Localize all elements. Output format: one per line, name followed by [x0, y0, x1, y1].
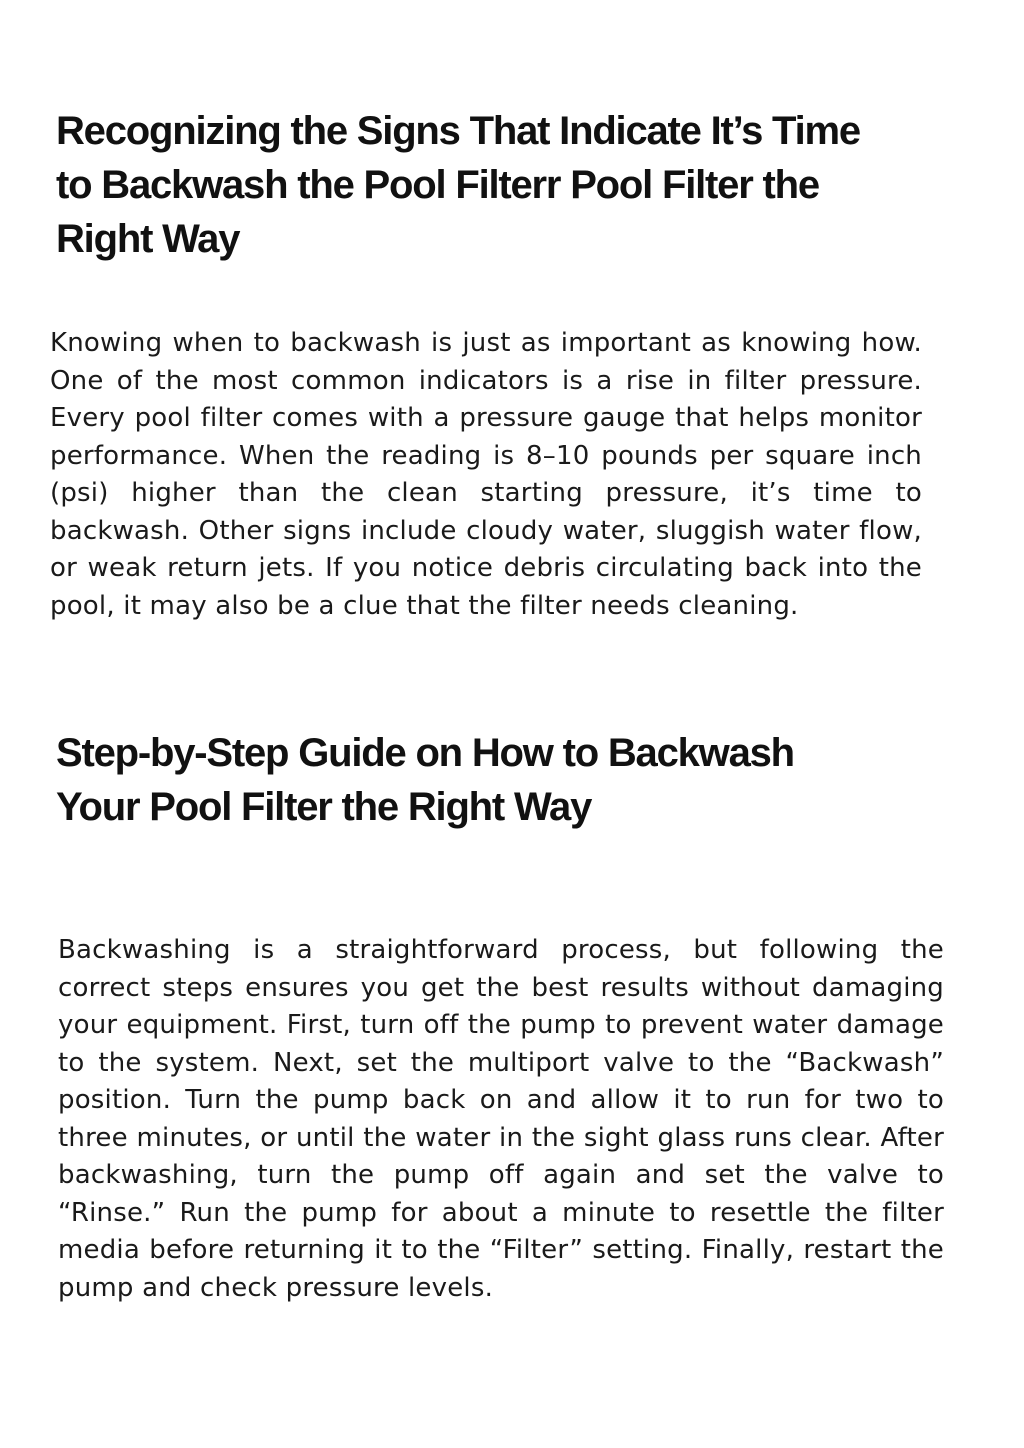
- section-heading-steps: Step-by-Step Guide on How to Backwash Your Pool Filter the Right Way: [56, 731, 794, 829]
- section-body-steps: Backwashing is a straightforward process, but following the correct steps ensures you get the best results without damaging your equipment. First, turn off the pump to prevent water damage to the system. Next, set the multiport valve to the “Backwash” position. Turn the pump back on and allow it to run for two to three minutes, or until the water in the sight glass runs clear. After backwashing, turn the pump off again and set the valve to “Rinse.” Run the pump for about a minute to resettle the filter media before returning it to the “Filter” setting. Finally, restart the pump and check pressure levels.: [58, 935, 944, 1303]
- section-body-signs: Knowing when to backwash is just as important as knowing how. One of the most common indicators is a rise in filter pressure. Every pool filter comes with a pressure gauge that helps monitor performance. When the reading is 8–10 pounds per square inch (psi) higher than the clean starting pressure, it’s time to backwash. Other signs include cloudy water, sluggish water flow, or weak return jets. If you notice debris circulating back into the pool, it may also be a clue that the filter needs cleaning.: [50, 328, 922, 621]
- section-heading-signs: Recognizing the Signs That Indicate It’s Time to Backwash the Pool Filterr Pool Filter the Right Way: [56, 109, 860, 261]
